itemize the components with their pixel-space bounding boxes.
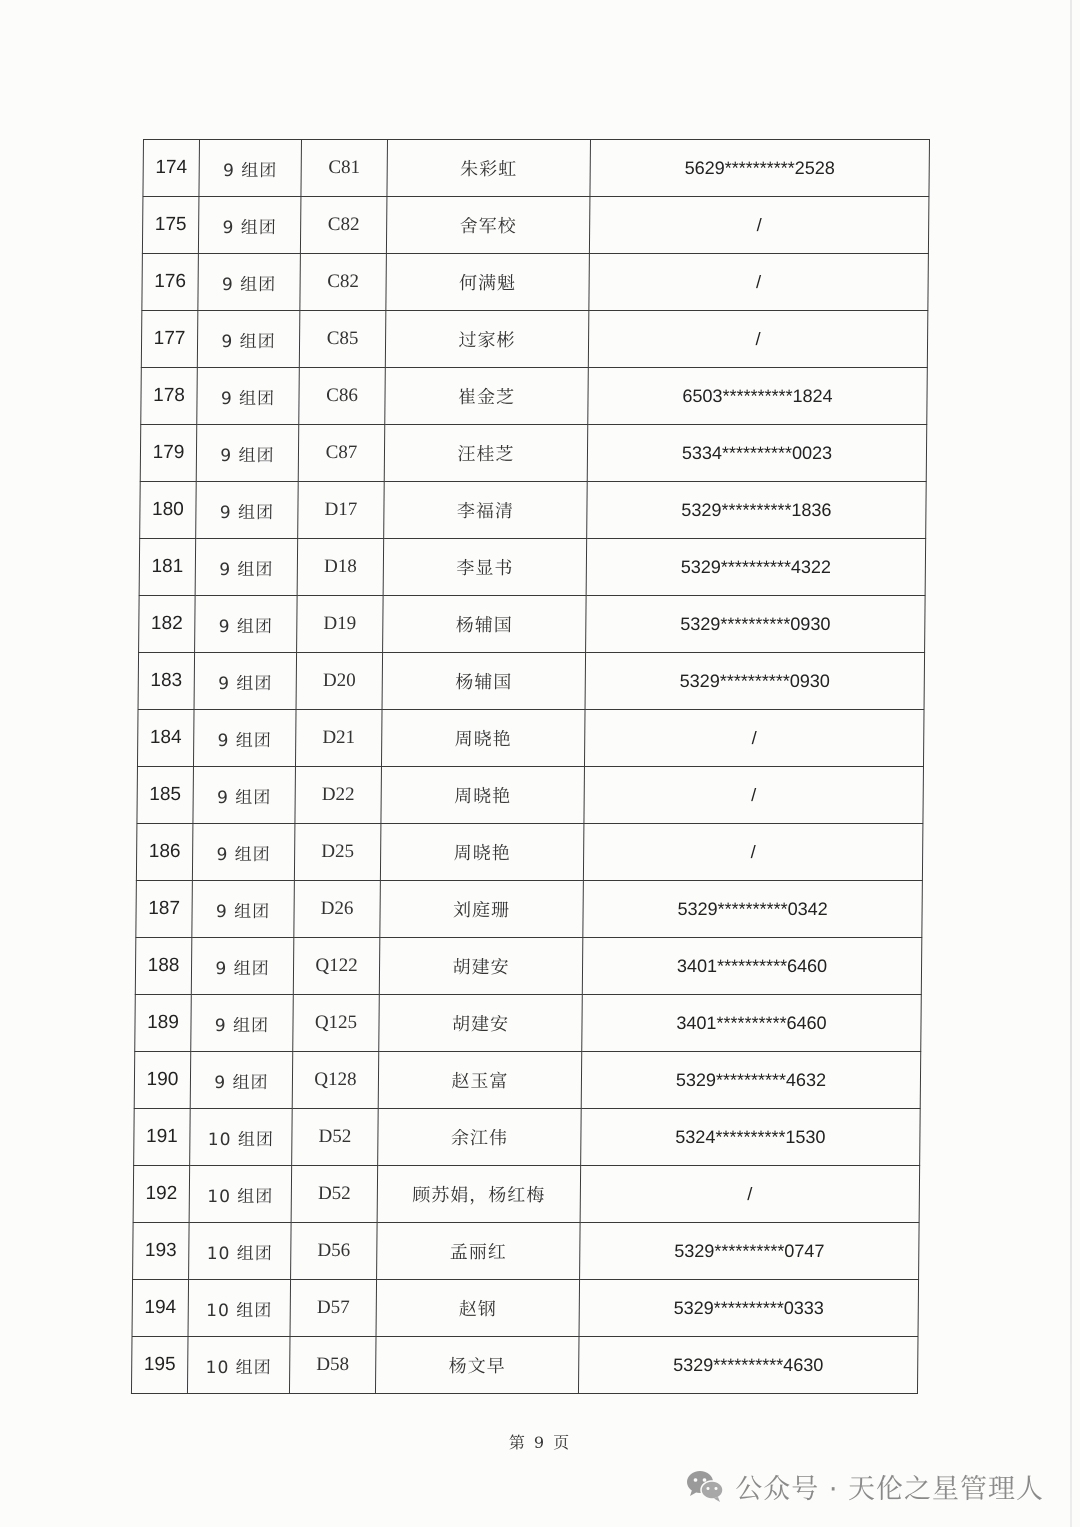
owner-name: 舍军校 (386, 197, 590, 254)
row-number: 179 (140, 425, 197, 482)
row-number: 194 (132, 1280, 189, 1337)
page-edge (1070, 0, 1072, 1527)
unit-code: D19 (297, 596, 384, 653)
id-number: 3401**********6460 (582, 995, 922, 1052)
id-number: 5329**********0930 (585, 653, 925, 710)
row-number: 175 (142, 197, 199, 254)
unit-code: D21 (295, 710, 382, 767)
row-number: 190 (134, 1052, 191, 1109)
id-number: 6503**********1824 (588, 368, 928, 425)
id-number: / (584, 710, 924, 767)
unit-code: D26 (294, 881, 381, 938)
group-cell: 9 组团 (193, 710, 296, 767)
watermark-text: 公众号 · 天伦之星管理人 (735, 1473, 1044, 1505)
id-number: 5329**********1836 (587, 482, 927, 539)
table-body (131, 140, 929, 1394)
owner-name: 杨辅国 (383, 596, 587, 653)
group-cell: 9 组团 (195, 539, 298, 596)
page-number: 第 9 页 (508, 1433, 572, 1452)
group-cell: 9 组团 (192, 824, 295, 881)
group-cell: 9 组团 (198, 254, 301, 311)
owner-name: 顾苏娟，杨红梅 (377, 1166, 581, 1223)
unit-code: Q122 (293, 938, 380, 995)
unit-code: D25 (294, 824, 381, 881)
row-number: 180 (140, 482, 197, 539)
table-row (133, 1223, 920, 1280)
owner-name: 孟丽红 (377, 1223, 581, 1280)
row-number: 186 (136, 824, 193, 881)
unit-code: D18 (297, 539, 384, 596)
unit-code: Q128 (292, 1052, 379, 1109)
group-cell: 9 组团 (196, 482, 299, 539)
table-row (140, 425, 927, 482)
table-row (139, 596, 926, 653)
row-number: 187 (136, 881, 193, 938)
table-row (138, 653, 925, 710)
owner-name: 周晓艳 (381, 710, 585, 767)
table-row (142, 197, 929, 254)
unit-code: D52 (291, 1166, 378, 1223)
table-row (140, 482, 927, 539)
table-row (139, 539, 926, 596)
row-number: 183 (138, 653, 195, 710)
group-cell: 9 组团 (194, 653, 297, 710)
table-row (135, 938, 922, 995)
row-number: 184 (137, 710, 194, 767)
table-row (143, 140, 930, 197)
row-number: 193 (133, 1223, 190, 1280)
group-cell: 9 组团 (193, 767, 296, 824)
unit-code: D22 (295, 767, 382, 824)
table-row (136, 881, 923, 938)
id-number: / (580, 1166, 920, 1223)
unit-code: C82 (300, 254, 387, 311)
owner-name: 周晓艳 (380, 824, 584, 881)
group-cell: 9 组团 (199, 140, 302, 197)
group-cell: 9 组团 (190, 1052, 293, 1109)
group-cell: 9 组团 (192, 881, 295, 938)
unit-code: C86 (299, 368, 386, 425)
row-number: 191 (134, 1109, 191, 1166)
group-cell: 9 组团 (191, 995, 294, 1052)
unit-code: C82 (300, 197, 387, 254)
id-number: 5329**********4322 (586, 539, 926, 596)
id-number: 5324**********1530 (581, 1109, 921, 1166)
row-number: 174 (143, 140, 200, 197)
id-number: 5334**********0023 (587, 425, 927, 482)
owner-name: 崔金芝 (385, 368, 589, 425)
owner-name: 赵钢 (376, 1280, 580, 1337)
row-number: 185 (137, 767, 194, 824)
row-number: 178 (141, 368, 198, 425)
table-row (132, 1280, 919, 1337)
row-number: 192 (133, 1166, 190, 1223)
id-number: / (584, 767, 924, 824)
id-number: 5329**********0930 (586, 596, 926, 653)
wechat-icon (685, 1469, 725, 1503)
owner-name: 胡建安 (379, 995, 583, 1052)
row-number: 189 (135, 995, 192, 1052)
table-row (134, 1052, 921, 1109)
row-number: 177 (141, 311, 198, 368)
group-cell: 10 组团 (189, 1166, 292, 1223)
owner-name: 胡建安 (379, 938, 583, 995)
row-number: 181 (139, 539, 196, 596)
table-row (137, 710, 924, 767)
group-cell: 10 组团 (189, 1223, 292, 1280)
group-cell: 9 组团 (191, 938, 294, 995)
group-cell: 10 组团 (190, 1109, 293, 1166)
id-number: 5329**********4632 (581, 1052, 921, 1109)
owner-name: 汪桂芝 (384, 425, 588, 482)
group-cell: 10 组团 (188, 1280, 291, 1337)
table-row (141, 368, 928, 425)
id-number: 5329**********0333 (579, 1280, 919, 1337)
table-row (135, 995, 922, 1052)
owner-name: 李显书 (383, 539, 587, 596)
group-cell: 10 组团 (187, 1337, 290, 1394)
unit-code: Q125 (293, 995, 380, 1052)
owner-name: 杨辅国 (382, 653, 586, 710)
table-row (136, 824, 923, 881)
owner-name: 刘庭珊 (380, 881, 584, 938)
owner-name: 过家彬 (385, 311, 589, 368)
row-number: 176 (142, 254, 199, 311)
id-number: 5329**********0342 (583, 881, 923, 938)
watermark (685, 1466, 1044, 1506)
record-table-grid (131, 139, 930, 1394)
group-cell: 9 组团 (195, 596, 298, 653)
owner-name: 余江伟 (378, 1109, 582, 1166)
unit-code: D52 (292, 1109, 379, 1166)
id-number: 5629**********2528 (590, 140, 930, 197)
group-cell: 9 组团 (198, 197, 301, 254)
row-number: 182 (139, 596, 196, 653)
id-number: / (589, 254, 929, 311)
group-cell: 9 组团 (196, 425, 299, 482)
unit-code: C81 (301, 140, 388, 197)
row-number: 188 (135, 938, 192, 995)
unit-code: D20 (296, 653, 383, 710)
owner-name: 周晓艳 (381, 767, 585, 824)
id-number: / (583, 824, 923, 881)
owner-name: 赵玉富 (378, 1052, 582, 1109)
table-row (137, 767, 924, 824)
row-number: 195 (131, 1337, 188, 1394)
owner-name: 李福清 (384, 482, 588, 539)
unit-code: D56 (291, 1223, 378, 1280)
table-row (133, 1166, 920, 1223)
table-row (131, 1337, 918, 1394)
unit-code: D58 (289, 1337, 376, 1394)
owner-name: 朱彩虹 (387, 140, 591, 197)
id-number: 3401**********6460 (582, 938, 922, 995)
id-number: 5329**********0747 (580, 1223, 920, 1280)
table-row (134, 1109, 921, 1166)
owner-name: 何满魁 (386, 254, 590, 311)
owner-name: 杨文早 (375, 1337, 579, 1394)
id-number: / (588, 311, 928, 368)
group-cell: 9 组团 (197, 311, 300, 368)
table-row (142, 254, 929, 311)
unit-code: C87 (298, 425, 385, 482)
table-row (141, 311, 928, 368)
record-table (131, 139, 929, 1394)
unit-code: D17 (298, 482, 385, 539)
group-cell: 9 组团 (197, 368, 300, 425)
unit-code: D57 (290, 1280, 377, 1337)
unit-code: C85 (299, 311, 386, 368)
id-number: 5329**********4630 (578, 1337, 918, 1394)
id-number: / (589, 197, 929, 254)
